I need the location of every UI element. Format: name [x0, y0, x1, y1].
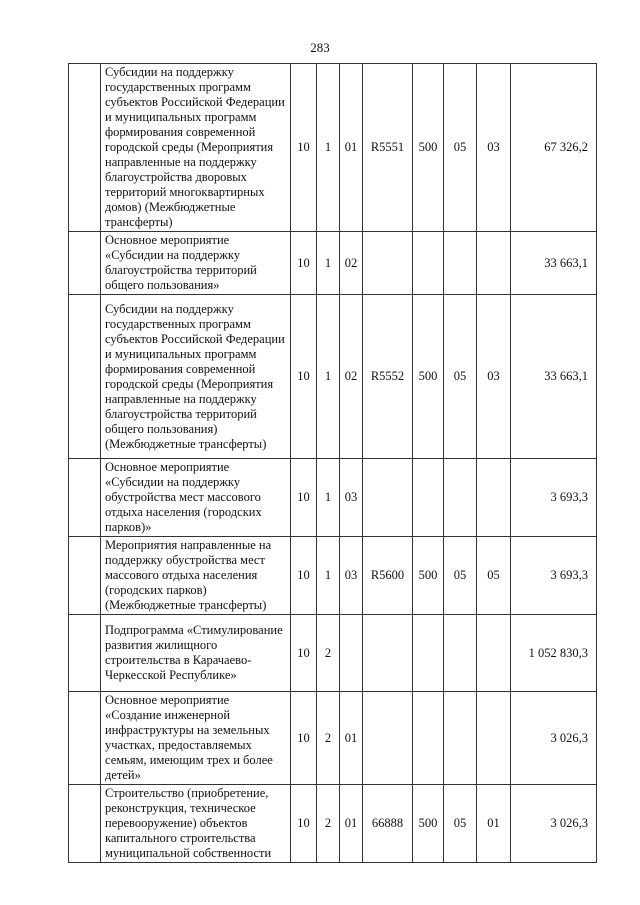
table-row [69, 232, 597, 295]
code-cell: 1 [317, 64, 340, 232]
item-name-cell: Основное мероприятие «Субсидии на поддержку благоустройства территорий общего пользования» [101, 232, 291, 295]
item-name-cell: Мероприятия направленные на поддержку обустройства мест массового отдыха населения (городских парков) (Межбюджетные трансферты) [101, 537, 291, 615]
code-cell: 1 [317, 295, 340, 459]
code-cell [413, 615, 444, 692]
blank-cell [69, 64, 101, 232]
code-cell: 03 [340, 537, 363, 615]
page-number: 283 [310, 40, 330, 55]
blank-cell [69, 692, 101, 785]
blank-cell [69, 295, 101, 459]
table-row [69, 615, 597, 692]
code-cell [413, 459, 444, 537]
code-cell [444, 232, 477, 295]
amount-cell: 33 663,1 [511, 232, 597, 295]
table-row [69, 692, 597, 785]
code-cell: 03 [340, 459, 363, 537]
code-cell [340, 615, 363, 692]
code-cell: 10 [291, 232, 317, 295]
code-cell: 01 [340, 64, 363, 232]
table-row [69, 64, 597, 232]
amount-cell: 3 693,3 [511, 459, 597, 537]
code-cell: 10 [291, 615, 317, 692]
blank-cell [69, 459, 101, 537]
item-name-cell: Субсидии на поддержку государственных программ субъектов Российской Федерации и муниципальных программ формирования современной городской среды (Мероприятия направленные на поддержку благоустройства территорий общего пользования) (Межбюджетные трансферты) [101, 295, 291, 459]
code-cell [363, 692, 413, 785]
amount-cell: 33 663,1 [511, 295, 597, 459]
item-name-cell: Строительство (приобретение, реконструкция, техническое перевооружение) объектов капитального строительства муниципальной собственности [101, 785, 291, 863]
table-row [69, 459, 597, 537]
amount-cell: 1 052 830,3 [511, 615, 597, 692]
item-name-cell: Основное мероприятие «Создание инженерной инфраструктуры на земельных участках, предоставляемых семьям, имеющим трех и более детей» [101, 692, 291, 785]
amount-cell: 3 026,3 [511, 785, 597, 863]
amount-cell: 3 026,3 [511, 692, 597, 785]
code-cell: 500 [413, 785, 444, 863]
amount-cell: 3 693,3 [511, 537, 597, 615]
code-cell [444, 459, 477, 537]
code-cell [477, 232, 511, 295]
code-cell [363, 232, 413, 295]
code-cell: 500 [413, 295, 444, 459]
blank-cell [69, 537, 101, 615]
table-row [69, 537, 597, 615]
blank-cell [69, 232, 101, 295]
code-cell [413, 232, 444, 295]
code-cell: 10 [291, 692, 317, 785]
code-cell: 1 [317, 232, 340, 295]
code-cell: 01 [477, 785, 511, 863]
code-cell: 2 [317, 615, 340, 692]
code-cell: 2 [317, 785, 340, 863]
item-name-cell: Субсидии на поддержку государственных программ субъектов Российской Федерации и муниципальных программ формирования современной городской среды (Мероприятия направленные на поддержку благоустройства дворовых территорий многоквартирных домов) (Межбюджетные трансферты) [101, 64, 291, 232]
table-body [69, 64, 597, 863]
code-cell: 500 [413, 64, 444, 232]
code-cell: 05 [444, 785, 477, 863]
code-cell [413, 692, 444, 785]
code-cell: 10 [291, 785, 317, 863]
code-cell: 05 [477, 537, 511, 615]
code-cell [477, 692, 511, 785]
code-cell: 500 [413, 537, 444, 615]
code-cell [477, 459, 511, 537]
code-cell: 05 [444, 537, 477, 615]
code-cell [477, 615, 511, 692]
code-cell: 05 [444, 64, 477, 232]
code-cell: 10 [291, 459, 317, 537]
code-cell [363, 615, 413, 692]
blank-cell [69, 785, 101, 863]
code-cell: 10 [291, 537, 317, 615]
code-cell: 66888 [363, 785, 413, 863]
table-row [69, 295, 597, 459]
code-cell: 03 [477, 64, 511, 232]
table-row [69, 785, 597, 863]
code-cell [363, 459, 413, 537]
code-cell: 02 [340, 295, 363, 459]
code-cell: 2 [317, 692, 340, 785]
code-cell: 1 [317, 537, 340, 615]
item-name-cell: Подпрограмма «Стимулирование развития жилищного строительства в Карачаево-Черкесской Республике» [101, 615, 291, 692]
code-cell: 10 [291, 295, 317, 459]
code-cell: 02 [340, 232, 363, 295]
code-cell [444, 692, 477, 785]
code-cell: R5552 [363, 295, 413, 459]
code-cell: R5551 [363, 64, 413, 232]
budget-table [68, 63, 597, 863]
code-cell: R5600 [363, 537, 413, 615]
code-cell: 10 [291, 64, 317, 232]
code-cell: 01 [340, 692, 363, 785]
item-name-cell: Основное мероприятие «Субсидии на поддержку обустройства мест массового отдыха населения (городских парков)» [101, 459, 291, 537]
code-cell: 05 [444, 295, 477, 459]
code-cell: 1 [317, 459, 340, 537]
code-cell [444, 615, 477, 692]
amount-cell: 67 326,2 [511, 64, 597, 232]
code-cell: 03 [477, 295, 511, 459]
blank-cell [69, 615, 101, 692]
code-cell: 01 [340, 785, 363, 863]
